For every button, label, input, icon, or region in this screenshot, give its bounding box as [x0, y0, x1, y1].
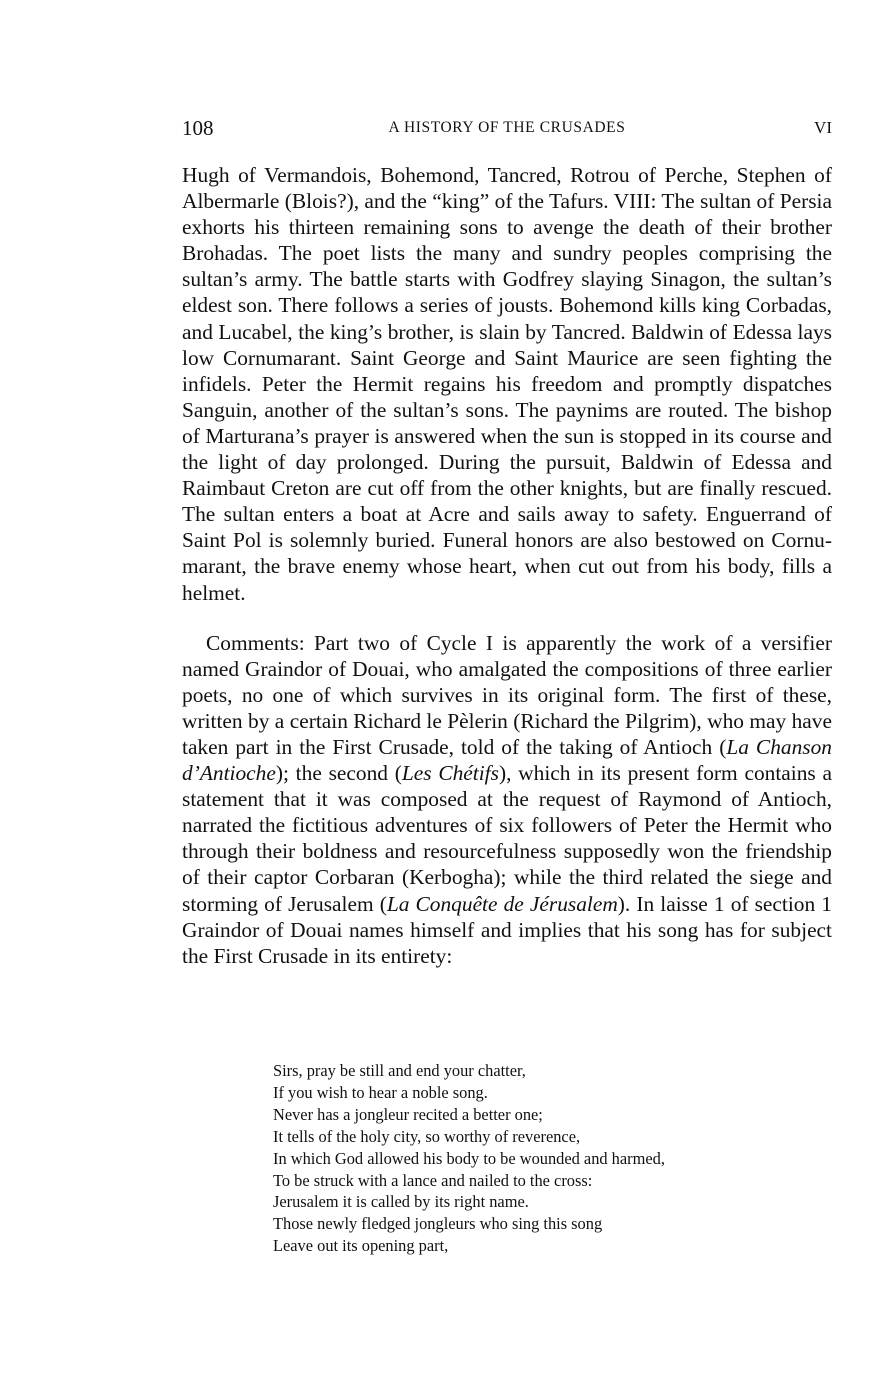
verse-line: To be struck with a lance and nailed to the cross: [273, 1170, 593, 1190]
verse-line: Jerusalem it is called by its right name. [273, 1192, 529, 1212]
running-title: A HISTORY OF THE CRUSADES [388, 119, 626, 136]
verse-line: Never has a jongleur recited a better one; [273, 1104, 543, 1124]
paragraph-2-text-1: Comments: Part two of Cycle I is apparently the work of a versifier named Graindor of Douai, who amalgated the compositions of three earlier poets, no one of which survives in its original form. The first of these, written by a certain Richard le Pèlerin (Richard the Pilgrim), who may have taken part in the First Crusade, told of the taking of Antioch ( [182, 630, 832, 759]
paragraph-2 [182, 630, 832, 969]
verse-line: Leave out its opening part, [273, 1236, 449, 1256]
verse-line: If you wish to hear a noble song. [273, 1082, 488, 1102]
paragraph-2-text-2: ); the second ( [275, 761, 402, 786]
running-header [182, 116, 832, 142]
verse-line: It tells of the holy city, so worthy of reverence, [273, 1126, 581, 1146]
title-les-chetifs: Les Chétifs [401, 761, 499, 786]
verse-line: Sirs, pray be still and end your chatter, [273, 1061, 526, 1080]
paragraph-2-text-4: ). In laisse 1 of section 1 Graindor of Douai names himself and implies that his song has for subject the First Crusade in its entirety: [182, 891, 832, 968]
title-chanson-antioche: La Chanson d’Antioche [182, 734, 832, 786]
verse-line: In which God allowed his body to be wounded and harmed, [273, 1148, 665, 1168]
title-conquete-jerusalem: La Conquête de Jérusalem [386, 891, 618, 916]
section-number: VI [814, 118, 832, 137]
paragraph-2-text-3: ), which in its present form contains a statement that it was composed at the request of Raymond of Antioch, narrated the fictitious adventures of six followers of Peter the Hermit who through their boldness and resourcefulness supposedly won the friendship of their captor Corbaran (Kerbogha); while the third related the siege and storming of Jerusalem ( [182, 761, 832, 916]
verse-quotation [273, 1060, 793, 1257]
page-number: 108 [182, 116, 214, 140]
body-text [182, 162, 832, 969]
paragraph-1: Hugh of Vermandois, Bohemond, Tancred, Rotrou of Perche, Stephen of Albermarle (Blois?), and the “king” of the Tafurs. VIII: The sultan of Persia exhorts his thirteen remaining sons to avenge the death of their brother Brohadas. The poet lists the many and sundry peoples comprising the sultan’s army. The battle starts with Godfrey slaying Sinagon, the sultan’s eldest son. There follows a series of jousts. Bohemond kills king Corbadas, and Lucabel, the king’s brother, is slain by Tancred. Baldwin of Edessa lays low Cornumarant. Saint George and Saint Maurice are seen fighting the infidels. Peter the Hermit regains his freedom and promptly dispatches Sanguin, another of the sultan’s sons. The paynims are routed. The bishop of Marturana’s prayer is answered when the sun is stopped in its course and the light of day prolonged. During the pursuit, Baldwin of Edessa and Raimbaut Creton are cut off from the other knights, but are finally rescued. The sultan enters a boat at Acre and sails away to safety. Enguerrand of Saint Pol is solemnly buried. Funeral honors are also bestowed on Cornumarant, the brave enemy whose heart, when cut out from his body, fills a helmet. [182, 163, 832, 605]
verse-line: Those newly fledged jongleurs who sing this song [273, 1214, 603, 1234]
